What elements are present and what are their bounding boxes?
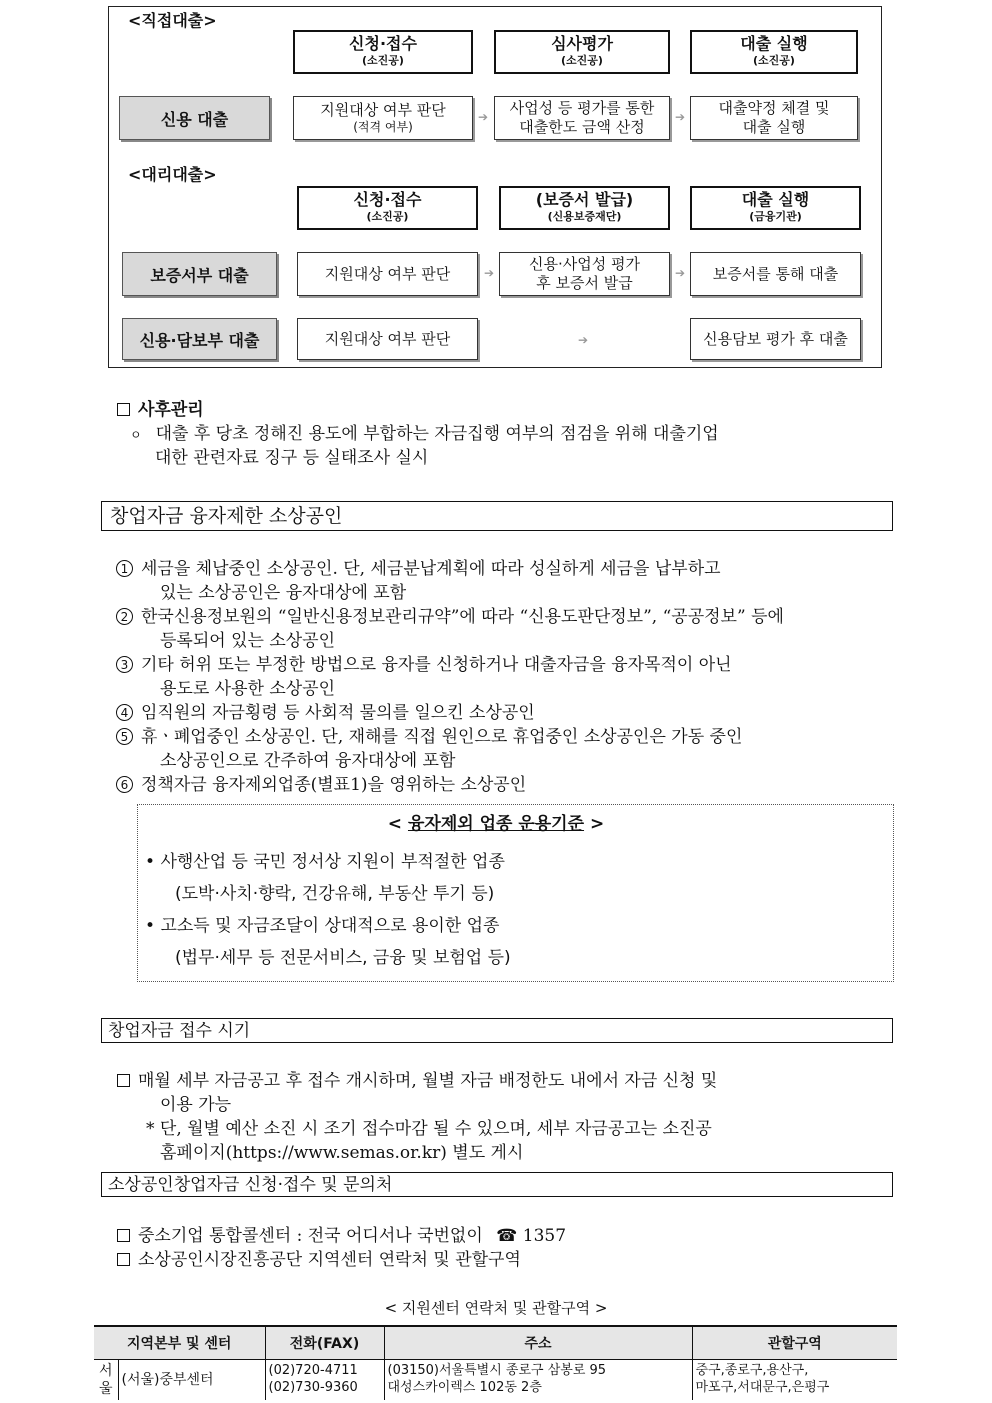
direct-header-apply: 신청·접수 (소진공): [293, 30, 473, 74]
direct-loan-label: <직접대출>: [128, 11, 217, 30]
contact-line2: 소상공인시장진흥공단 지역센터 연락처 및 관할구역: [117, 1248, 521, 1272]
restrict-item-2: 2 한국신용정보원의 “일반신용정보관리규약”에 따라 “신용도판단정보”, “공공정보” 등에: [116, 605, 784, 629]
address-cell: (03150)서울특별시 종로구 삼봉로 95 대성스카이렉스 102동 2층: [384, 1360, 692, 1401]
timing-note1: * 단, 월별 예산 소진 시 조기 접수마감 될 수 있으며, 세부 자금공고는 소진공: [146, 1119, 712, 1139]
arrow-icon: ➔: [484, 266, 495, 280]
post-mgmt-heading: 사후관리: [117, 398, 204, 422]
phone-icon: ☎: [496, 1226, 518, 1246]
checkbox-square-icon: [117, 1074, 130, 1087]
excluded-item-1-detail: (도박·사치·향락, 건강유해, 부동산 투기 등): [175, 884, 495, 904]
timing-title-box: [101, 1018, 893, 1043]
guarantee-loan-label: 보증서부 대출: [122, 252, 277, 296]
timing-line1: 매월 세부 자금공고 후 접수 개시하며, 월별 자금 배정한도 내에서 자금 신청 및: [117, 1069, 717, 1093]
guarantee-step-loan: 보증서를 통해 대출: [690, 252, 861, 296]
restrict-title-box: [101, 501, 893, 531]
restrict-item-3-cont: 용도로 사용한 소상공인: [160, 679, 336, 699]
direct-header-review: 심사평가 (소진공): [494, 30, 670, 74]
center-cell: (서울)중부센터: [118, 1360, 265, 1401]
table-row: [94, 1360, 897, 1401]
agency-header-apply: 신청·접수 (소진공): [297, 186, 478, 230]
arrow-icon: ➔: [675, 110, 686, 124]
agency-header-guarantee: (보증서 발급) (신용보증재단): [499, 186, 670, 230]
region-cell: 서울: [98, 1363, 113, 1397]
col-header-phone: 전화(FAX): [265, 1326, 384, 1360]
credit-step-execution: 대출약정 체결 및 대출 실행: [690, 96, 858, 140]
contact-title-box: [101, 1172, 893, 1197]
guarantee-step-issue: 신용·사업성 평가 후 보증서 발급: [499, 252, 670, 296]
restrict-item-5: 5 휴ㆍ폐업중인 소상공인. 단, 재해를 직접 원인으로 휴업중인 소상공인은 가동 중인: [116, 725, 742, 749]
col-header-center: 지역본부 및 센터: [94, 1326, 265, 1360]
excluded-box-title: < 융자제외 업종 운용기준 >: [387, 814, 605, 834]
excluded-item-1: • 사행산업 등 국민 정서상 지원이 부적절한 업종: [145, 852, 505, 872]
checkbox-square-icon: [117, 403, 130, 416]
phone-number: 1357: [522, 1226, 567, 1246]
collateral-step-eligibility: 지원대상 여부 판단: [297, 318, 478, 360]
post-mgmt-line2: 대한 관련자료 징구 등 실태조사 실시: [155, 448, 429, 468]
arrow-icon: ➔: [675, 266, 686, 280]
restrict-item-4: 4 임직원의 자금횡령 등 사회적 물의를 일으킨 소상공인: [116, 701, 535, 725]
credit-step-evaluation: 사업성 등 평가를 통한 대출한도 금액 산정: [494, 96, 670, 140]
guarantee-step-eligibility: 지원대상 여부 판단: [297, 252, 478, 296]
restrict-title: 창업자금 융자제한 소상공인: [110, 505, 343, 527]
credit-loan-label: 신용 대출: [119, 96, 270, 140]
bullet-icon: ㅇ: [130, 428, 142, 442]
timing-line2: 이용 가능: [160, 1095, 232, 1115]
timing-note2: 홈페이지(https://www.semas.or.kr) 별도 게시: [160, 1143, 524, 1163]
checkbox-square-icon: [117, 1253, 130, 1266]
collateral-loan-label: 신용·담보부 대출: [122, 318, 277, 360]
restrict-item-1-cont: 있는 소상공인은 융자대상에 포함: [160, 583, 407, 603]
area-cell: 중구,종로구,용산구, 마포구,서대문구,은평구: [692, 1360, 897, 1401]
arrow-icon: ➔: [478, 110, 489, 124]
restrict-item-6: 6 정책자금 융자제외업종(별표1)을 영위하는 소상공인: [116, 773, 526, 797]
contact-title: 소상공인창업자금 신청·접수 및 문의처: [108, 1175, 393, 1195]
excluded-item-2-detail: (법무·세무 등 전문서비스, 금융 및 보험업 등): [175, 948, 511, 968]
post-mgmt-line1: ㅇ 대출 후 당초 정해진 용도에 부합하는 자금집행 여부의 점검을 위해 대출기업: [130, 424, 719, 444]
col-header-address: 주소: [384, 1326, 692, 1360]
credit-step-eligibility: 지원대상 여부 판단 (적격 여부): [293, 96, 473, 140]
center-contact-table: [94, 1325, 897, 1400]
contact-line1: 중소기업 통합콜센터 : 전국 어디서나 국번없이 ☎ 1357: [117, 1224, 566, 1248]
col-header-area: 관할구역: [692, 1326, 897, 1360]
restrict-item-1: 1 세금을 체납중인 소상공인. 단, 세금분납계획에 따라 성실하게 세금을 납부하고: [116, 557, 721, 581]
agency-header-execute: 대출 실행 (금융기관): [690, 186, 861, 230]
restrict-item-3: 3 기타 허위 또는 부정한 방법으로 융자를 신청하거나 대출자금을 융자목적이 아닌: [116, 653, 732, 677]
restrict-item-2-cont: 등록되어 있는 소상공인: [160, 631, 336, 651]
phone-cell: (02)720-4711 (02)730-9360: [265, 1360, 384, 1401]
direct-header-execute: 대출 실행 (소진공): [690, 30, 858, 74]
collateral-step-loan: 신용담보 평가 후 대출: [690, 318, 861, 360]
table-caption: < 지원센터 연락처 및 관할구역 >: [384, 1299, 608, 1317]
checkbox-square-icon: [117, 1229, 130, 1242]
timing-title: 창업자금 접수 시기: [108, 1021, 251, 1041]
agency-loan-label: <대리대출>: [128, 165, 217, 184]
excluded-item-2: • 고소득 및 자금조달이 상대적으로 용이한 업종: [145, 916, 500, 936]
restrict-item-5-cont: 소상공인으로 간주하여 융자대상에 포함: [160, 751, 456, 771]
arrow-icon: ➔: [578, 333, 589, 347]
